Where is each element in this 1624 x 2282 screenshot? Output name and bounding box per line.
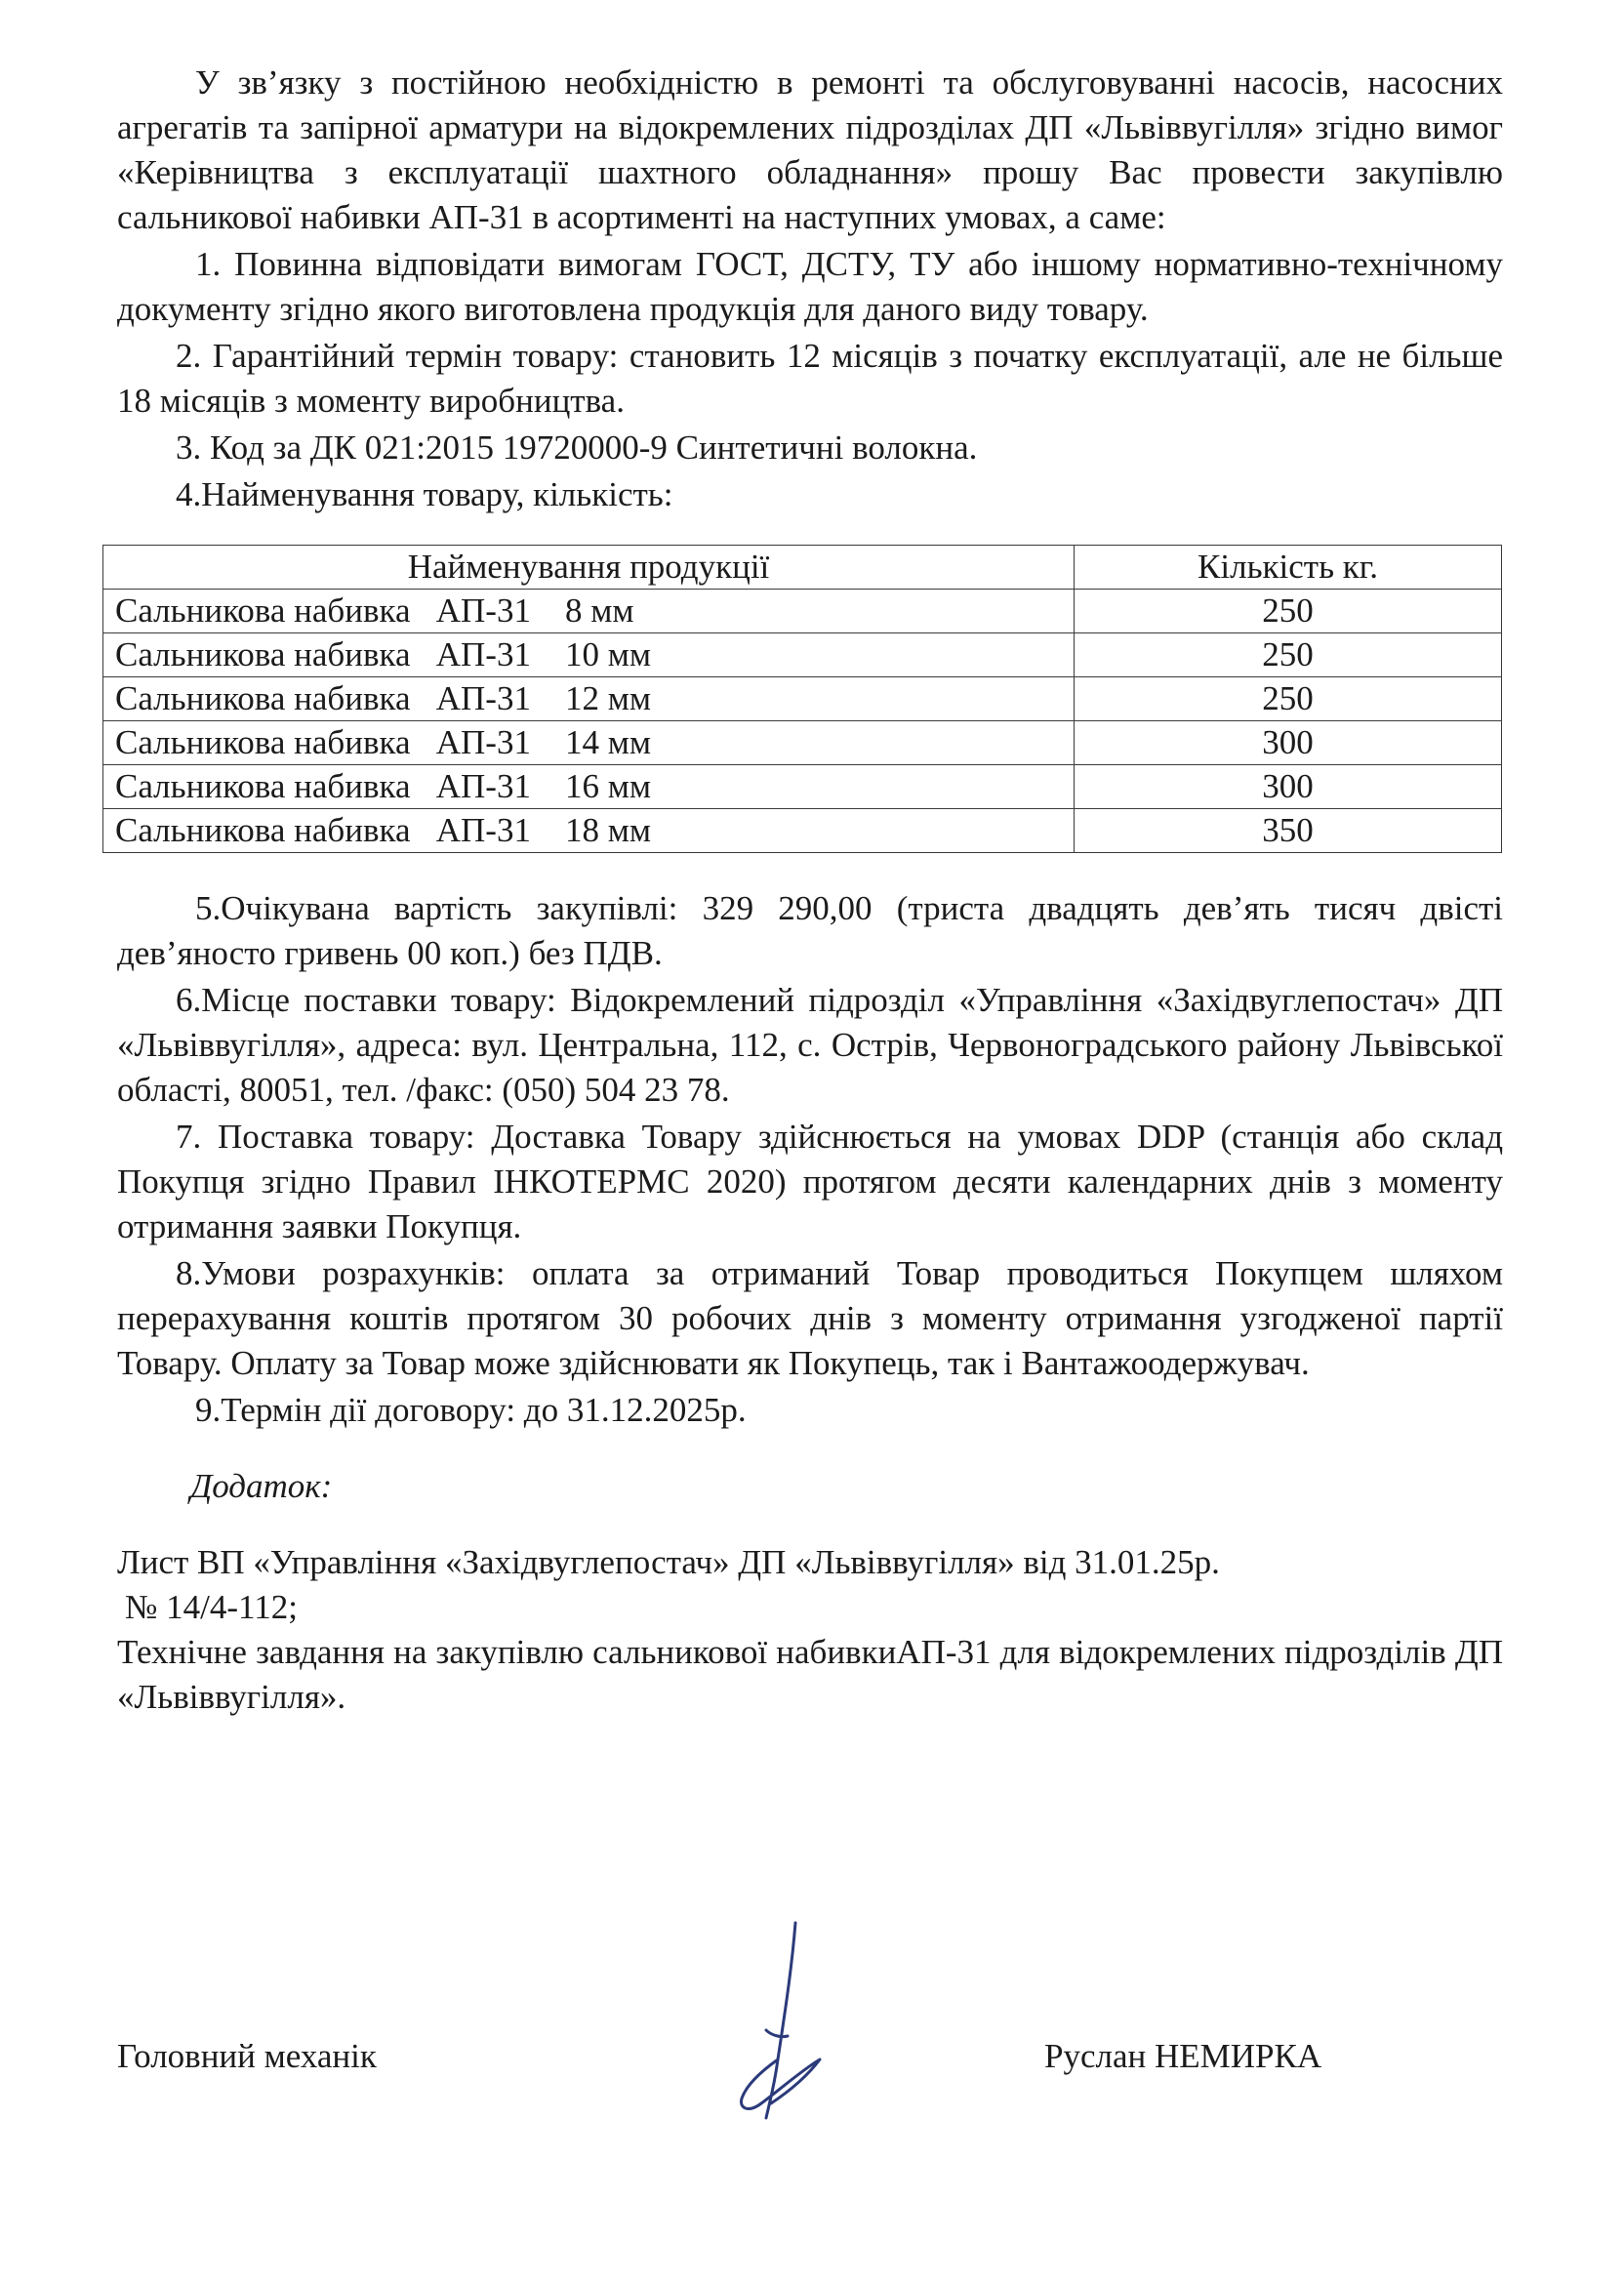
annex-line-2: № 14/4-112; xyxy=(125,1588,298,1626)
annex-line-3: Технічне завдання на закупівлю сальникової набивкиАП-31 для відокремлених підрозділів ДП «Львіввугілля». xyxy=(117,1633,1503,1716)
condition-8: 8.Умови розрахунків: оплата за отриманий Товар проводиться Покупцем шляхом перерахування коштів протягом 30 робочих днів з моменту отримання узгодженої партії Товару. Оплату за Товар може здійснювати як Покупець, так і Вантажоодержувач. xyxy=(117,1254,1503,1382)
signatory-position: Головний механік xyxy=(117,2037,377,2075)
document-body xyxy=(117,61,1503,1720)
table-row xyxy=(103,590,1502,633)
product-qty: 300 xyxy=(1075,765,1502,809)
handwritten-signature xyxy=(727,1913,834,2128)
condition-1: 1. Повинна відповідати вимогам ГОСТ, ДСТУ, ТУ або іншому нормативно-технічному документу згідно якого виготовлена продукція для даного виду товару. xyxy=(117,245,1503,328)
condition-6: 6.Місце поставки товару: Відокремлений підрозділ «Управління «Західвуглепостач» ДП «Львіввугілля», адреса: вул. Центральна, 112, с. Острів, Червоноградського району Львівської області, 80051, тел. /факс: (050) 504 23 78. xyxy=(117,981,1503,1109)
table-row xyxy=(103,721,1502,765)
annex-line-1: Лист ВП «Управління «Західвуглепостач» ДП «Львіввугілля» від 31.01.25р. xyxy=(117,1543,1220,1581)
product-name: Сальникова набивка АП-31 10 мм xyxy=(103,633,1075,677)
header-product-name: Найменування продукції xyxy=(103,546,1075,590)
table-row xyxy=(103,809,1502,853)
condition-2: 2. Гарантійний термін товару: становить 12 місяців з початку експлуатації, але не більше 18 місяців з моменту виробництва. xyxy=(117,337,1503,420)
intro-paragraph: У зв’язку з постійною необхідністю в ремонті та обслуговуванні насосів, насосних агрегатів та запірної арматури на відокремлених підрозділах ДП «Львіввугілля» згідно вимог «Керівництва з експлуатації шахтного обладнання» прошу Вас провести закупівлю сальникової набивки АП-31 в асортименті на наступних умовах, а саме: xyxy=(117,63,1503,236)
condition-3: 3. Код за ДК 021:2015 19720000-9 Синтетичні волокна. xyxy=(176,428,978,467)
product-qty: 300 xyxy=(1075,721,1502,765)
product-qty: 250 xyxy=(1075,633,1502,677)
condition-9: 9.Термін дії договору: до 31.12.2025р. xyxy=(195,1391,747,1429)
condition-5: 5.Очікувана вартість закупівлі: 329 290,00 (триста двадцять дев’ять тисяч двісті дев’яносто гривень 00 коп.) без ПДВ. xyxy=(117,889,1503,972)
table-row xyxy=(103,765,1502,809)
product-qty: 250 xyxy=(1075,677,1502,721)
product-qty: 350 xyxy=(1075,809,1502,853)
products-table xyxy=(102,545,1502,853)
product-name: Сальникова набивка АП-31 12 мм xyxy=(103,677,1075,721)
product-name: Сальникова набивка АП-31 14 мм xyxy=(103,721,1075,765)
header-quantity: Кількість кг. xyxy=(1075,546,1502,590)
signatory-name: Руслан НЕМИРКА xyxy=(1044,2037,1322,2075)
table-header-row xyxy=(103,546,1502,590)
condition-4: 4.Найменування товару, кількість: xyxy=(176,475,673,513)
product-qty: 250 xyxy=(1075,590,1502,633)
product-name: Сальникова набивка АП-31 18 мм xyxy=(103,809,1075,853)
product-name: Сальникова набивка АП-31 8 мм xyxy=(103,590,1075,633)
table-row xyxy=(103,633,1502,677)
table-row xyxy=(103,677,1502,721)
condition-7: 7. Поставка товару: Доставка Товару здійснюється на умовах DDP (станція або склад Покупця згідно Правил ІНКОТЕРМС 2020) протягом десяти календарних днів з моменту отримання заявки Покупця. xyxy=(117,1118,1503,1245)
annex-label: Додаток: xyxy=(190,1467,333,1505)
product-name: Сальникова набивка АП-31 16 мм xyxy=(103,765,1075,809)
